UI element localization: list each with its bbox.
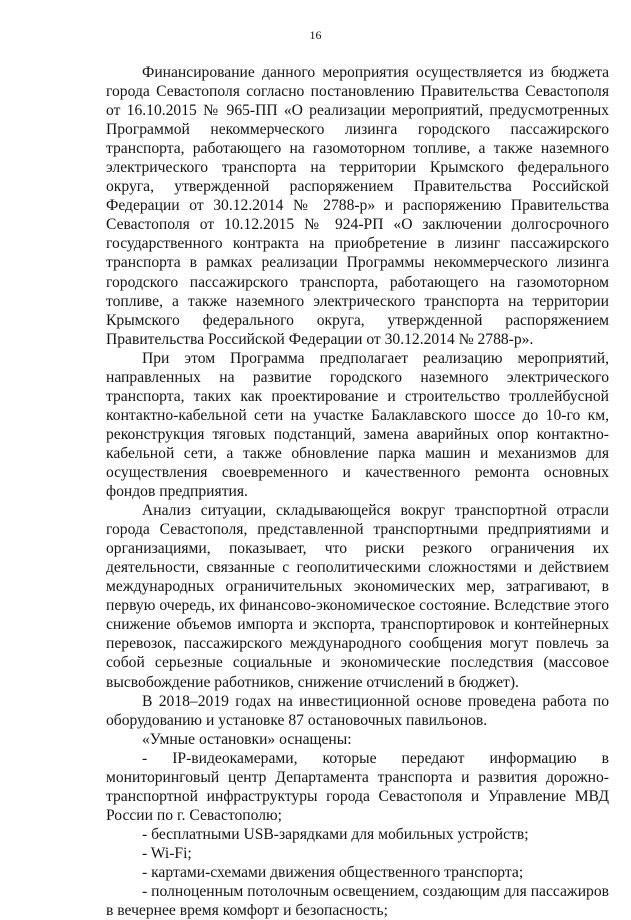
list-item-wifi: - Wi-Fi; xyxy=(142,844,192,862)
paragraph-program: При этом Программа предполагает реализацию мероприятий, направленных на развитие городского наземного электрического транспорта, таких как проектирование и строительство троллейбусной контактно-кабельной сети на участке Балаклавского шоссе до 10-го км, реконструкция тяговых подстанций, замена аварийных опор контактно-кабельной сети, а также обновление парка машин и механизмов для осуществления своевременного и качественного ремонта основных фондов предприятия. xyxy=(106,349,609,501)
paragraph-pavilions: В 2018–2019 годах на инвестиционной основе проведена работа по оборудованию и установке 87 остановочных павильонов. xyxy=(106,692,609,729)
page-number: 16 xyxy=(309,28,322,42)
document-body xyxy=(106,63,609,920)
paragraph-analysis: Анализ ситуации, складывающейся вокруг транспортной отрасли города Севастополя, представленной транспортными предприятиями и организациями, показывает, что риски резкого ограничения их деятельности, связанные с геополитическими сложностями и действием международных ограничительных экономических мер, затрагивают, в первую очередь, их финансово-экономическое состояние. Вследствие этого снижение объемов импорта и экспорта, транспортировок и контейнерных перевозок, пассажирского международного сообщения могут повлечь за собой серьезные социальные и экономические последствия (массовое высвобождение работников, снижение отчислений в бюджет). xyxy=(106,502,609,691)
list-item-lighting: - полноценным потолочным освещением, создающим для пассажиров в вечернее время комфорт и безопасность; xyxy=(106,883,609,920)
list-item-usb-chargers: - бесплатными USB-зарядками для мобильных устройств; xyxy=(142,825,529,843)
paragraph-smart-stops-intro: «Умные остановки» оснащены: xyxy=(142,730,352,748)
list-item-route-maps: - картами-схемами движения общественного транспорта; xyxy=(142,863,524,881)
paragraph-financing: Финансирование данного мероприятия осуществляется из бюджета города Севастополя согласно постановлению Правительства Севастополя от 16.10.2015 № 965-ПП «О реализации мероприятий, предусмотренных Программой некоммерческого лизинга городского пассажирского транспорта, работающего на газомоторном топливе, а также наземного электрического транспорта на территории Крымского федерального округа, утвержденной распоряжением Правительства Российской Федерации от 30.12.2014 № 2788-р» и распоряжению Правительства Севастополя от 10.12.2015 № 924-РП «О заключении долгосрочного государственного контракта на приобретение в лизинг пассажирского транспорта в рамках реализации Программы некоммерческого лизинга городского пассажирского транспорта, работающего на газомоторном топливе, а также наземного электрического транспорта на территории Крымского федерального округа, утвержденной распоряжением Правительства Российской Федерации от 30.12.2014 № 2788-р». xyxy=(106,64,609,348)
list-item-ip-cameras: - IP-видеокамерами, которые передают информацию в мониторинговый центр Департамента транспорта и развития дорожно-транспортной инфраструктуры города Севастополя и Управление МВД России по г. Севастополю; xyxy=(106,749,609,824)
